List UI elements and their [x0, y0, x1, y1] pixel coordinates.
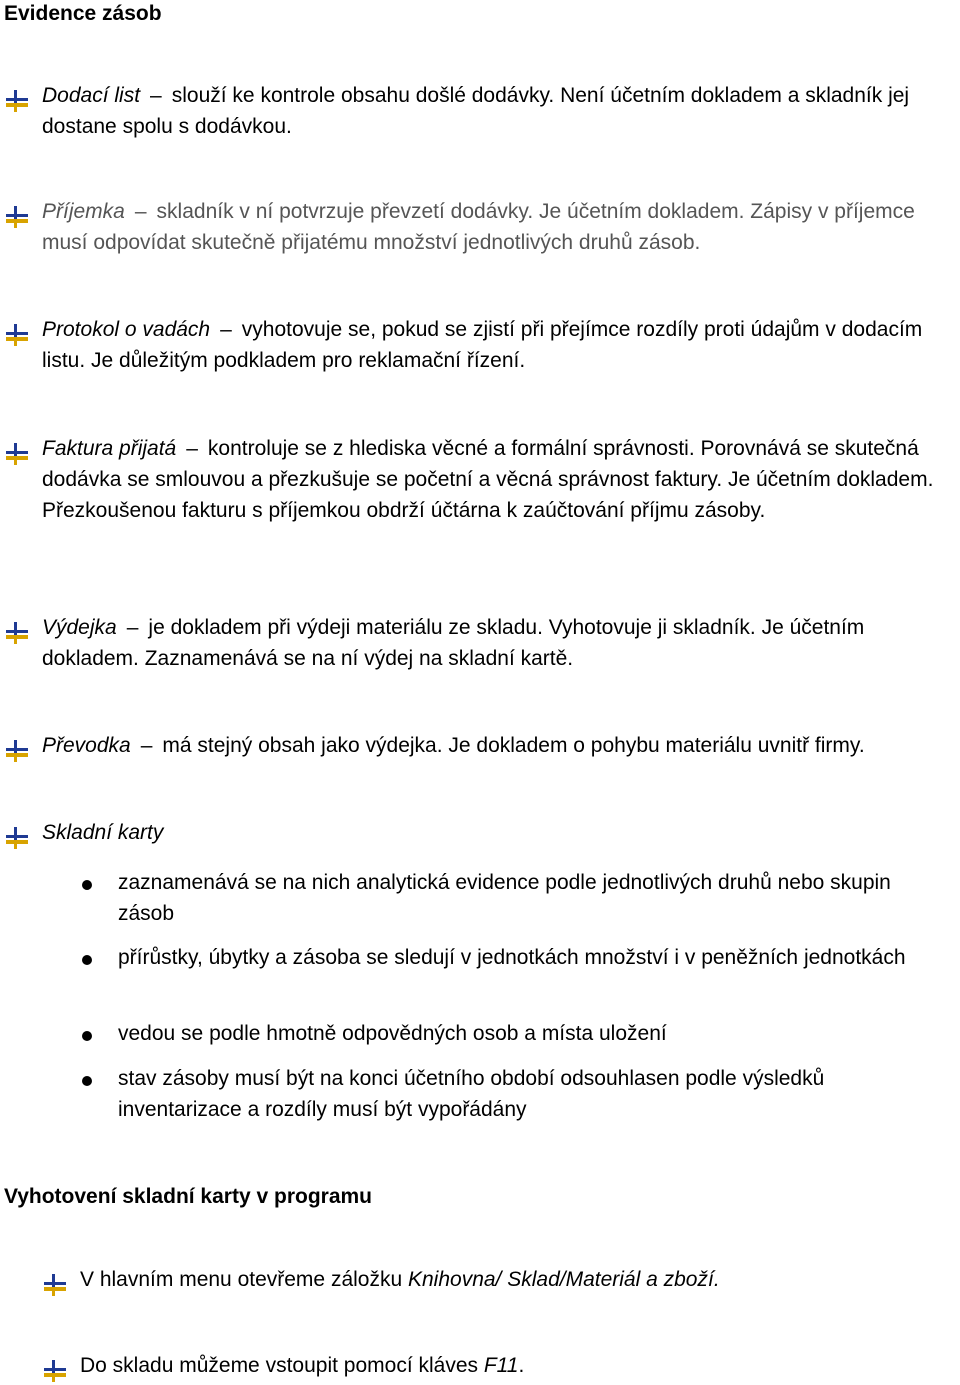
item-body: je dokladem při výdeji materiálu ze skladu. Vyhotovuje ji skladník. Je účetním dokladem. Zaznamenává se na ní výdej na skladní kartě. [42, 616, 865, 670]
item-text [42, 196, 958, 258]
item-term: Faktura přijatá [42, 437, 177, 460]
flag-bullet-icon [6, 740, 28, 762]
item-text [42, 612, 958, 674]
flag-bullet-icon [6, 90, 28, 112]
item-term: Protokol o vadách [42, 318, 211, 341]
item-term: Dodací list [42, 84, 141, 107]
flag-bullet-icon [6, 443, 28, 465]
item-term: Převodka [42, 734, 131, 757]
flag-bullet-icon [6, 324, 28, 346]
item-body: kontroluje se z hlediska věcné a formální správnosti. Porovnává se skutečná dodávka se smlouvou a přezkušuje se početní a věcná správnost faktury. Je účetním dokladem. Přezkoušenou fakturu s příjemkou obdrží účtárna k zaúčtování příjmu zásoby. [42, 437, 934, 522]
item-text [42, 433, 958, 526]
flag-bullet-icon [6, 206, 28, 228]
item-term: Příjemka [42, 200, 125, 223]
heading-vyhotoveni-skladni-karty: Vyhotovení skladní karty v programu [4, 1185, 372, 1208]
item-dash: – [220, 318, 232, 341]
item-term: Výdejka [42, 616, 117, 639]
bullet-dot-icon [82, 1076, 92, 1086]
step-emphasis: Knihovna/ Sklad/Materiál a zboží. [407, 1268, 720, 1291]
item-dash: – [150, 84, 162, 107]
item-body: vyhotovuje se, pokud se zjistí při přejímce rozdíly proti údajům v dodacím listu. Je důležitým podkladem pro reklamační řízení. [42, 318, 923, 372]
heading-evidence-zasob: Evidence zásob [4, 2, 162, 25]
list-item-text: přírůstky, úbytky a zásoba se sledují v jednotkách množství i v peněžních jednotkách [118, 946, 906, 969]
item-dash: – [134, 200, 147, 223]
step-suffix: . [518, 1354, 525, 1377]
item-dash: – [126, 616, 139, 639]
flag-bullet-icon [44, 1274, 66, 1296]
list-item-text: zaznamenává se na nich analytická evidence podle jednotlivých druhů nebo skupin zásob [118, 871, 891, 925]
list-item-text: vedou se podle hmotně odpovědných osob a místa uložení [118, 1022, 667, 1045]
flag-bullet-icon [6, 622, 28, 644]
item-dash: – [140, 734, 153, 757]
item-term: Skladní karty [42, 821, 164, 844]
item-text [42, 817, 958, 848]
step-prefix: Do skladu můžeme vstoupit pomocí kláves [80, 1354, 484, 1377]
item-body: skladník v ní potvrzuje převzetí dodávky. Je účetním dokladem. Zápisy v příjemce musí odpovídat skutečně přijatému množství jednotlivých druhů zásob. [42, 200, 915, 254]
item-dash: – [186, 437, 198, 460]
step-text [80, 1350, 950, 1381]
flag-bullet-icon [6, 827, 28, 849]
item-body: slouží ke kontrole obsahu došlé dodávky. Není účetním dokladem a skladník jej dostane spolu s dodávkou. [42, 84, 910, 138]
bullet-dot-icon [82, 955, 92, 965]
flag-bullet-icon [44, 1360, 66, 1382]
item-text [42, 730, 958, 761]
bullet-dot-icon [82, 880, 92, 890]
step-prefix: V hlavním menu otevřeme záložku [80, 1268, 408, 1291]
item-text [42, 314, 958, 376]
step-text [80, 1264, 950, 1295]
list-item-text: stav zásoby musí být na konci účetního období odsouhlasen podle výsledků inventarizace a rozdíly musí být vypořádány [118, 1067, 825, 1121]
step-emphasis: F11 [483, 1354, 519, 1377]
item-text [42, 80, 958, 142]
item-body: má stejný obsah jako výdejka. Je dokladem o pohybu materiálu uvnitř firmy. [162, 734, 865, 757]
bullet-dot-icon [82, 1031, 92, 1041]
